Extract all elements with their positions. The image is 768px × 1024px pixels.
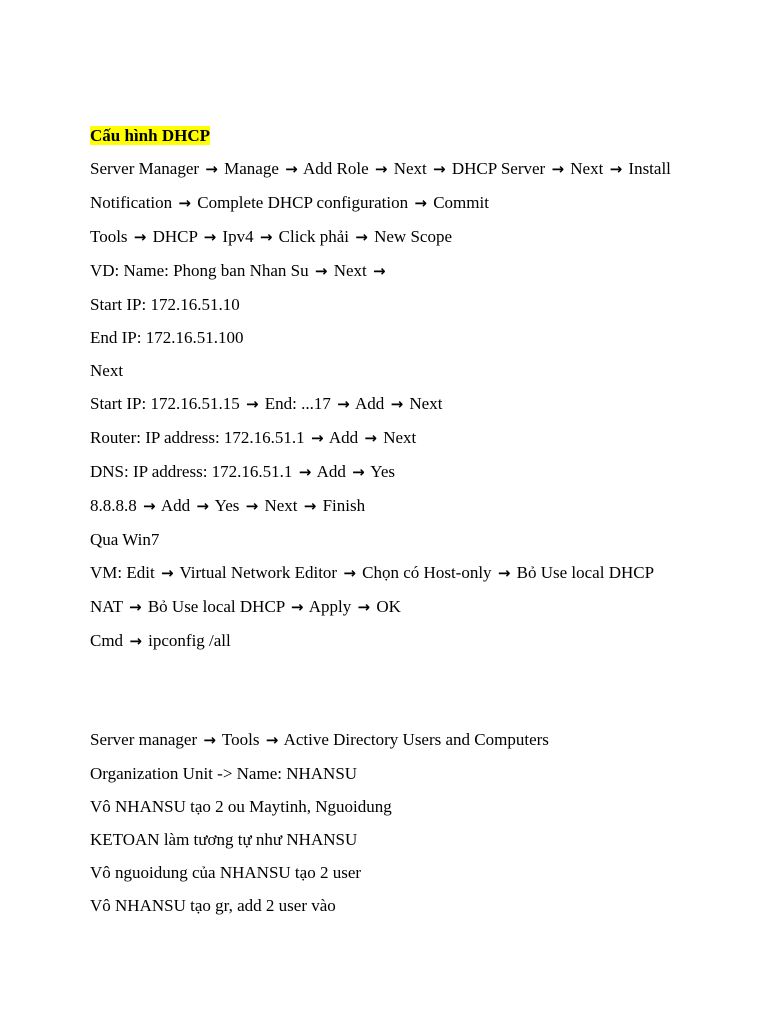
arrow-icon: → (203, 228, 217, 246)
arrow-icon: → (433, 160, 446, 178)
arrow-icon: → (203, 731, 216, 749)
text-line: Vô NHANSU tạo gr, add 2 user vào (90, 896, 336, 915)
arrow-icon: → (337, 395, 350, 413)
text-line: Next (90, 361, 124, 380)
arrow-icon: → (551, 160, 565, 178)
arrow-icon: → (205, 160, 218, 178)
arrow-icon: → (609, 160, 623, 178)
arrow-icon: → (143, 497, 156, 515)
arrow-icon: → (290, 598, 304, 616)
arrow-icon: → (390, 395, 404, 413)
document-page (90, 124, 690, 927)
arrow-icon: → (314, 262, 328, 280)
text-line: Organization Unit -> Name: NHANSU (90, 764, 358, 783)
arrow-icon: → (355, 228, 368, 246)
arrow-icon: → (196, 497, 209, 515)
text-line: Vô NHANSU tạo 2 ou Maytinh, Nguoidung (90, 797, 392, 816)
text-line: DNS: IP address: 172.16.51.1 → Add → Yes (90, 462, 396, 481)
arrow-icon: → (373, 262, 386, 280)
arrow-icon: → (245, 395, 259, 413)
text-line: 8.8.8.8 → Add → Yes → Next → Finish (90, 496, 366, 515)
text-line: Server Manager → Manage → Add Role → Next → DHCP Server → Next → Install (90, 159, 671, 178)
arrow-icon: → (259, 228, 273, 246)
text-line: Tools → DHCP → Ipv4 → Click phải → New Scope (90, 227, 453, 246)
text-line: Cmd → ipconfig /all (90, 631, 231, 650)
text-line: Start IP: 172.16.51.10 (90, 295, 240, 314)
title-line (90, 124, 690, 147)
text-line: End IP: 172.16.51.100 (90, 328, 244, 347)
arrow-icon: → (245, 497, 259, 515)
arrow-icon: → (352, 463, 365, 481)
arrow-icon: → (298, 463, 312, 481)
arrow-icon: → (357, 598, 371, 616)
text-line: Start IP: 172.16.51.15 → End: ...17 → Add → Next (90, 394, 443, 413)
section-gap (90, 663, 690, 728)
arrow-icon: → (160, 564, 174, 582)
text-line: Notification → Complete DHCP configuration → Commit (90, 193, 489, 212)
text-line: Router: IP address: 172.16.51.1 → Add → Next (90, 428, 417, 447)
arrow-icon: → (133, 228, 147, 246)
arrow-icon: → (129, 632, 142, 650)
arrow-icon: → (310, 429, 324, 447)
arrow-icon: → (374, 160, 388, 178)
text-line: Vô nguoidung của NHANSU tạo 2 user (90, 863, 362, 882)
text-line: NAT → Bỏ Use local DHCP → Apply → OK (90, 597, 401, 616)
arrow-icon: → (414, 194, 427, 212)
document-title: Cấu hình DHCP (90, 126, 210, 145)
arrow-icon: → (285, 160, 298, 178)
arrow-icon: → (497, 564, 511, 582)
text-line: Server manager → Tools → Active Directory Users and Computers (90, 730, 549, 749)
section-dhcp-steps (90, 157, 690, 653)
arrow-icon: → (364, 429, 377, 447)
arrow-icon: → (343, 564, 356, 582)
arrow-icon: → (265, 731, 279, 749)
arrow-icon: → (303, 497, 317, 515)
text-line: Qua Win7 (90, 530, 160, 549)
text-line: VD: Name: Phong ban Nhan Su → Next → (90, 261, 386, 280)
text-line: KETOAN làm tương tự như NHANSU (90, 830, 358, 849)
arrow-icon: → (129, 598, 142, 616)
arrow-icon: → (178, 194, 191, 212)
section-ad-steps (90, 728, 690, 917)
text-line: VM: Edit → Virtual Network Editor → Chọn có Host-only → Bỏ Use local DHCP (90, 563, 655, 582)
